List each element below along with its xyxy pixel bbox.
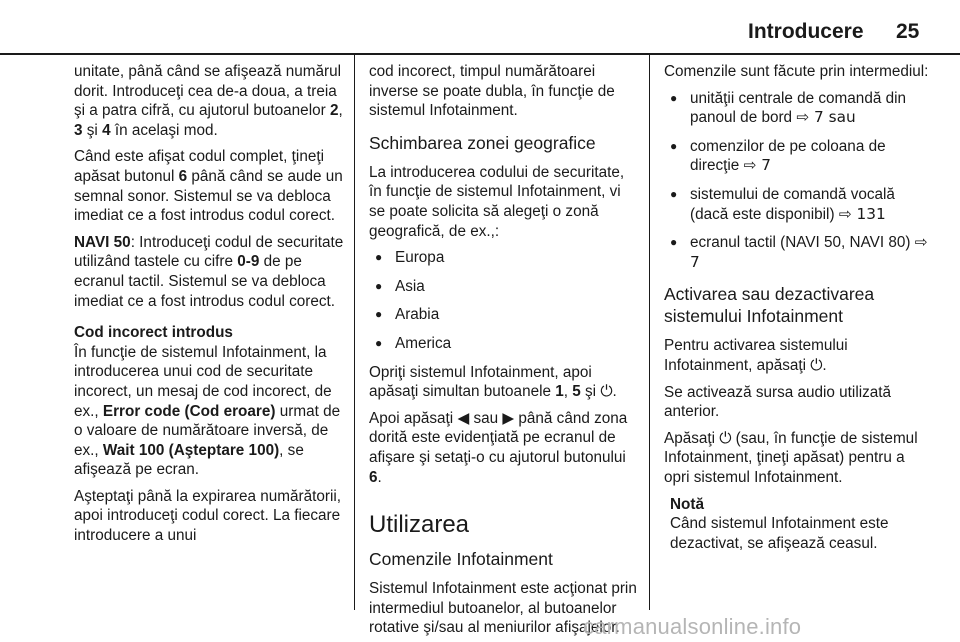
sub-heading: Cod incorect introdus [74, 324, 233, 342]
paragraph: Sistemul Infotainment este acţionat prin intermediul butoanelor, al butoanelor rotative şi/sau al meniurilor afişajelor. [369, 580, 637, 637]
page-number: 25 [896, 20, 920, 43]
paragraph: Se activează sursa audio utilizată anterior. [664, 383, 892, 421]
section-heading: Activarea sau dezactivarea sistemului Infotainment [664, 284, 875, 327]
paragraph: În funcţie de sistemul Infotainment, la introducerea unui cod de securitate incorect, un mesaj de cod incorect, de ex., Error code (Cod eroare) urmat de o valoare de numărătoare inversă, de ex., Wait 100 (Aşteptare 100), se afişează pe ecran. [74, 343, 341, 479]
power-icon: ⏻ [600, 382, 613, 401]
column-3 [664, 62, 934, 560]
power-icon: ⏻ [810, 355, 823, 374]
region-list [369, 248, 639, 353]
paragraph: Apăsaţi ⏻ (sau, în funcţie de sistemul Infotainment, ţineţi apăsat) pentru a opri sistemul Infotainment. [664, 428, 918, 486]
paragraph: NAVI 50: Introduceţi codul de securitate utilizând tastele cu cifre 0-9 de pe ecranul tactil. Sistemul se va debloca imediat ce a fost introdus codul corect. [74, 233, 344, 310]
page-reference: ⇨ 131 [838, 204, 886, 223]
paragraph: cod incorect, timpul numărătoarei inverse se poate dubla, în funcţie de sistemul Infotainment. [369, 63, 615, 120]
column-divider-1 [354, 55, 355, 610]
column-divider-2 [649, 55, 650, 610]
page-reference: ⇨ 7 [690, 233, 928, 271]
list-item: ● sistemului de comandă vocală (dacă este disponibil) ⇨ 131 [664, 185, 934, 224]
paragraph: La introducerea codului de securitate, în funcţie de sistemul Infotainment, vi se poate solicita să alegeţi o zonă geografică, de ex.,: [369, 163, 625, 240]
section-heading: Comenzile Infotainment [369, 549, 553, 570]
paragraph: Pentru activarea sistemului Infotainment, apăsaţi ⏻. [664, 337, 848, 374]
paragraph: unitate, până când se afişează numărul dorit. Introduceţi cea de-a doua, a treia şi a patra cifră, cu ajutorul butoanelor 2, 3 şi 4 în acelaşi mod. [74, 63, 343, 139]
arrow-left-icon: ◀ [457, 408, 470, 427]
paragraph: Aşteptaţi până la expirarea numărătorii, apoi introduceţi codul corect. La fiecare introducere a unui [74, 487, 341, 545]
controls-list [664, 89, 934, 273]
list-item: ● Asia [369, 277, 639, 297]
paragraph: Comenzile sunt făcute prin intermediul: [664, 63, 929, 80]
page-title: Introducere [748, 20, 864, 43]
list-item: ● comenzilor de pe coloana de direcţie ⇨ 7 [664, 137, 934, 176]
watermark: carmanualsonline.info [583, 614, 802, 639]
column-1 [74, 62, 346, 553]
paragraph: Apoi apăsaţi ◀ sau ▶ până când zona dorită este evidenţiată pe ecranul de afişare şi setaţi-o cu ajutorul butonului 6. [369, 408, 628, 486]
chapter-heading: Utilizarea [369, 511, 470, 539]
list-item: ● America [369, 334, 639, 354]
header-rule [0, 53, 960, 55]
list-item: ● Arabia [369, 305, 639, 325]
list-item: ● Europa [369, 248, 639, 268]
section-heading: Schimbarea zonei geografice [369, 132, 596, 153]
column-2 [369, 62, 639, 642]
list-item: ● unităţii centrale de comandă din panoul de bord ⇨ 7 sau [664, 89, 934, 128]
paragraph: Opriţi sistemul Infotainment, apoi apăsaţi simultan butoanele 1, 5 şi ⏻. [369, 363, 617, 401]
power-icon: ⏻ [719, 428, 732, 447]
page-reference: ⇨ 7 sau [796, 108, 856, 127]
arrow-right-icon: ▶ [502, 408, 515, 427]
note-label: Notă [670, 495, 704, 513]
list-item: ● ecranul tactil (NAVI 50, NAVI 80) ⇨ 7 [664, 233, 934, 272]
page-reference: ⇨ 7 [743, 156, 771, 175]
paragraph: Când este afişat codul complet, ţineţi apăsat butonul 6 până când se aude un semnal sonor. Sistemul se va debloca imediat ce a fost introdus codul corect. [74, 148, 343, 225]
note-box [664, 495, 934, 554]
note-text: Când sistemul Infotainment este dezactivat, se afişează ceasul. [670, 515, 889, 552]
